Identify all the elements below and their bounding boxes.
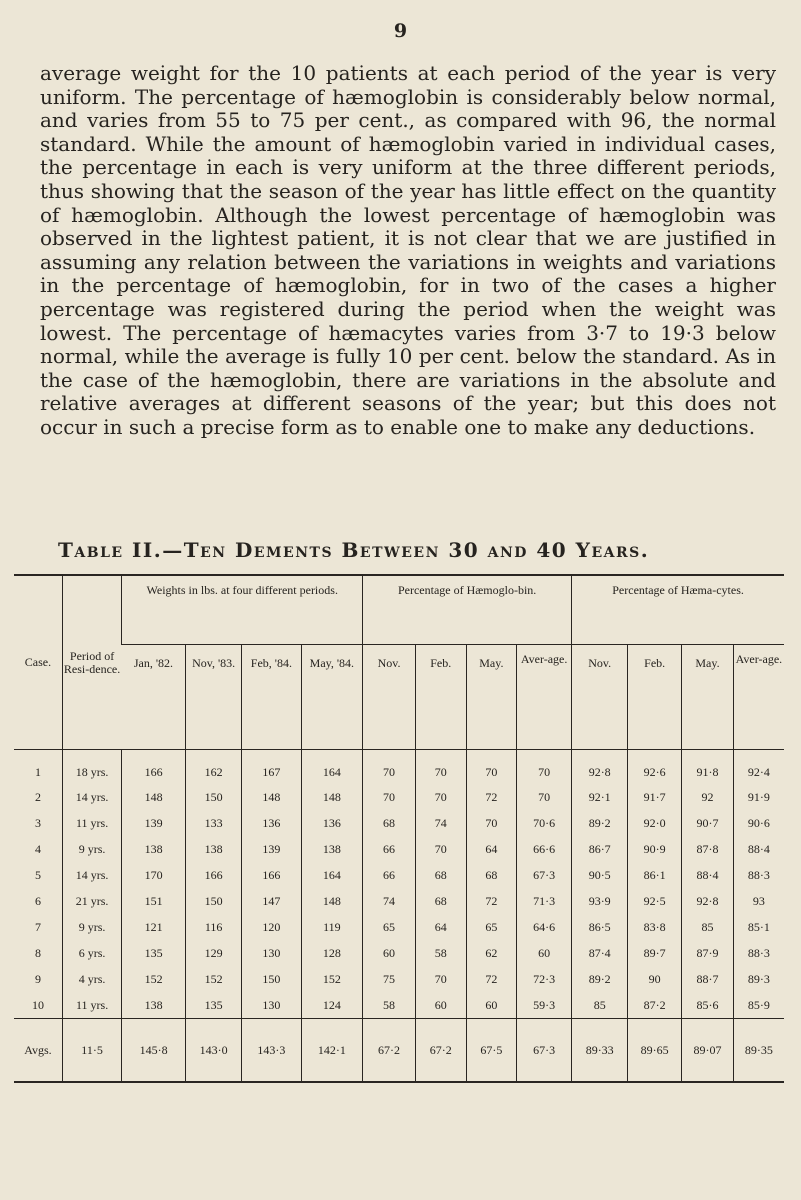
table-cell: 130 xyxy=(242,940,301,966)
table-cell: 138 xyxy=(301,836,363,862)
table-cell: 9 xyxy=(34,971,41,986)
table-cell: 64·6 xyxy=(517,914,572,940)
table-cell: 72 xyxy=(466,888,517,914)
table-cell: 9 yrs. xyxy=(62,914,121,940)
table-cell: 135 xyxy=(122,940,186,966)
table-row xyxy=(14,966,784,992)
average-cell: 142·1 xyxy=(301,1019,363,1083)
table-row xyxy=(14,862,784,888)
average-cell: 89·33 xyxy=(572,1019,628,1083)
table-row xyxy=(14,940,784,966)
table-cell: 10 xyxy=(31,997,44,1012)
table-cell: 90·6 xyxy=(733,810,784,836)
table-cell: 90·7 xyxy=(682,810,734,836)
header-weight-nov: Nov, '83. xyxy=(186,645,242,750)
table-cell: 120 xyxy=(242,914,301,940)
table-cell: 87·4 xyxy=(572,940,628,966)
table-cell: 92·8 xyxy=(572,750,628,785)
table-body xyxy=(14,750,784,1083)
table-cell: 148 xyxy=(301,888,363,914)
table-cell: 164 xyxy=(301,750,363,785)
table-cell: 72 xyxy=(466,966,517,992)
table-cell: 170 xyxy=(122,862,186,888)
table-cell: 152 xyxy=(186,966,242,992)
table-cell: 60 xyxy=(517,940,572,966)
table-cell: 85 xyxy=(682,914,734,940)
average-cell: 67·5 xyxy=(466,1019,517,1083)
average-cell: 89·07 xyxy=(682,1019,734,1083)
table-cell: 66·6 xyxy=(517,836,572,862)
table-cell: 87·9 xyxy=(682,940,734,966)
table-cell: 87·2 xyxy=(628,992,682,1019)
table-cell: 91·9 xyxy=(733,784,784,810)
table-cell: 89·2 xyxy=(572,810,628,836)
table-row xyxy=(14,992,784,1019)
table-cell: 86·5 xyxy=(572,914,628,940)
table-cell: 85·6 xyxy=(682,992,734,1019)
table-row xyxy=(14,750,784,785)
table-cell: 68 xyxy=(415,862,466,888)
table-cell: 91·7 xyxy=(628,784,682,810)
table-cell: 89·7 xyxy=(628,940,682,966)
table-row xyxy=(14,914,784,940)
header-haemoglobin-feb: Feb. xyxy=(415,645,466,750)
table-cell: 148 xyxy=(301,784,363,810)
average-cell: 89·65 xyxy=(628,1019,682,1083)
header-weight-jan: Jan, '82. xyxy=(122,645,186,750)
table-cell: 128 xyxy=(301,940,363,966)
table-cell: 74 xyxy=(415,810,466,836)
table-cell: 148 xyxy=(242,784,301,810)
table-cell: 92·0 xyxy=(628,810,682,836)
table-cell: 70 xyxy=(363,750,416,785)
header-weight-may: May, '84. xyxy=(301,645,363,750)
table-cell: 1 xyxy=(14,750,62,785)
table-cell: 93 xyxy=(733,888,784,914)
table-cell: 75 xyxy=(363,966,416,992)
table-cell: 91·8 xyxy=(682,750,734,785)
table-cell: 3 xyxy=(34,815,41,830)
table-cell: 70 xyxy=(415,750,466,785)
table-cell: 9 yrs. xyxy=(62,836,121,862)
table-cell: 70 xyxy=(415,966,466,992)
table-cell: 70 xyxy=(363,784,416,810)
table-cell: 6 xyxy=(34,893,41,908)
table-row xyxy=(14,836,784,862)
table-cell: 162 xyxy=(186,750,242,785)
table-cell: 90·9 xyxy=(628,836,682,862)
table-cell: 119 xyxy=(301,914,363,940)
table-row xyxy=(14,888,784,914)
table-cell: 148 xyxy=(122,784,186,810)
table-cell: 136 xyxy=(242,810,301,836)
header-haemacytes-feb: Feb. xyxy=(628,645,682,750)
table-cell: 86·1 xyxy=(628,862,682,888)
page-number: 9 xyxy=(393,20,408,42)
table-cell: 138 xyxy=(122,992,186,1019)
table-cell: 68 xyxy=(466,862,517,888)
table-cell: 83·8 xyxy=(628,914,682,940)
table-cell: 60 xyxy=(415,992,466,1019)
table-cell: 65 xyxy=(363,914,416,940)
table-cell: 135 xyxy=(186,992,242,1019)
average-cell: 89·35 xyxy=(733,1019,784,1083)
header-haemacytes-nov: Nov. xyxy=(572,645,628,750)
table-cell: 70·6 xyxy=(517,810,572,836)
table-cell: 138 xyxy=(186,836,242,862)
average-cell: 11·5 xyxy=(62,1019,121,1083)
table-cell: 66 xyxy=(363,836,416,862)
table-cell: 136 xyxy=(301,810,363,836)
average-cell: 67·3 xyxy=(517,1019,572,1083)
table-cell: 4 xyxy=(34,841,41,856)
table-cell: 21 yrs. xyxy=(62,888,121,914)
table-cell: 62 xyxy=(466,940,517,966)
table-cell: 150 xyxy=(242,966,301,992)
table-cell: 92·6 xyxy=(628,750,682,785)
table-cell: 90 xyxy=(628,966,682,992)
table-cell: 166 xyxy=(122,750,186,785)
table-cell: 89·2 xyxy=(572,966,628,992)
table-cell: 2 xyxy=(34,789,41,804)
table-cell: 92·8 xyxy=(682,888,734,914)
average-cell: 145·8 xyxy=(122,1019,186,1083)
table-cell: 150 xyxy=(186,784,242,810)
table-cell: 18 yrs. xyxy=(62,750,121,785)
table-row xyxy=(14,810,784,836)
table-cell: 139 xyxy=(122,810,186,836)
table-cell: 8 xyxy=(34,945,41,960)
table-cell: 88·3 xyxy=(733,940,784,966)
table-cell: 92·1 xyxy=(572,784,628,810)
table-cell: 70 xyxy=(415,784,466,810)
table-cell: 71·3 xyxy=(517,888,572,914)
table-cell: 70 xyxy=(517,784,572,810)
average-cell: 143·3 xyxy=(242,1019,301,1083)
table-cell: 58 xyxy=(415,940,466,966)
table-cell: 139 xyxy=(242,836,301,862)
table-cell: 92·5 xyxy=(628,888,682,914)
table-cell: 72·3 xyxy=(517,966,572,992)
table-cell: 65 xyxy=(466,914,517,940)
table-cell: 64 xyxy=(466,836,517,862)
header-haemoglobin-may: May. xyxy=(466,645,517,750)
table-cell: 6 yrs. xyxy=(62,940,121,966)
table-cell: 130 xyxy=(242,992,301,1019)
data-table xyxy=(14,574,784,1083)
table-cell: 152 xyxy=(301,966,363,992)
header-weight-feb: Feb, '84. xyxy=(242,645,301,750)
header-haemoglobin-group: Percentage of Hæmoglo-bin. xyxy=(363,575,572,645)
table-cell: 116 xyxy=(186,914,242,940)
averages-row xyxy=(14,1019,784,1083)
table-cell: 147 xyxy=(242,888,301,914)
table-cell: 66 xyxy=(363,862,416,888)
table-cell: 167 xyxy=(242,750,301,785)
table-cell: 121 xyxy=(122,914,186,940)
table-cell: 89·3 xyxy=(733,966,784,992)
table-cell: 88·3 xyxy=(733,862,784,888)
table-cell: 166 xyxy=(186,862,242,888)
body-paragraph: average weight for the 10 patients at each period of the year is very uniform. The percentage of hæmoglobin is considerably below normal, and varies from 55 to 75 per cent., as compared with 96, the normal standard. While the amount of hæmoglobin varied in individual cases, the percentage in each is very uniform at the three different periods, thus showing that the season of the year has little effect on the quantity of hæmoglobin. Although the lowest percentage of hæmoglobin was observed in the lightest patient, it is not clear that we are justified in assuming any relation between the variations in weights and variations in the percentage of hæmoglobin, for in two of the cases a higher percentage was registered during the period when the weight was lowest. The percentage of hæmacytes varies from 3·7 to 19·3 below normal, while the average is fully 10 per cent. below the standard. As in the case of the hæmoglobin, there are variations in the absolute and relative averages at different seasons of the year; but this does not occur in such a precise form as to enable one to make any deductions. xyxy=(40,61,776,439)
table-cell: 93·9 xyxy=(572,888,628,914)
table-cell: 90·5 xyxy=(572,862,628,888)
header-haemacytes-average: Aver-age. xyxy=(733,645,784,750)
table-cell: 164 xyxy=(301,862,363,888)
table-cell: 86·7 xyxy=(572,836,628,862)
table-cell: 70 xyxy=(517,750,572,785)
header-period: Period of Resi-dence. xyxy=(62,575,121,750)
table-cell: 152 xyxy=(122,966,186,992)
table-cell: 14 yrs. xyxy=(62,784,121,810)
table-cell: 14 yrs. xyxy=(62,862,121,888)
table-cell: 70 xyxy=(466,810,517,836)
header-haemacytes-group: Percentage of Hæma-cytes. xyxy=(572,575,784,645)
table-cell: 60 xyxy=(466,992,517,1019)
table-cell: 70 xyxy=(466,750,517,785)
table-cell: 5 xyxy=(34,867,41,882)
average-cell: 143·0 xyxy=(186,1019,242,1083)
average-cell: 67·2 xyxy=(363,1019,416,1083)
table-cell: 7 xyxy=(34,919,41,934)
table-cell: 85 xyxy=(572,992,628,1019)
table-cell: 88·7 xyxy=(682,966,734,992)
table-cell: 85·1 xyxy=(733,914,784,940)
table-cell: 4 yrs. xyxy=(62,966,121,992)
header-haemacytes-may: May. xyxy=(682,645,734,750)
table-cell: 92·4 xyxy=(733,750,784,785)
table-cell: 64 xyxy=(415,914,466,940)
table-row xyxy=(14,784,784,810)
header-haemoglobin-nov: Nov. xyxy=(363,645,416,750)
average-cell: Avgs. xyxy=(14,1019,62,1083)
average-cell: 67·2 xyxy=(415,1019,466,1083)
table-cell: 133 xyxy=(186,810,242,836)
table-cell: 70 xyxy=(415,836,466,862)
table-cell: 151 xyxy=(122,888,186,914)
table-cell: 59·3 xyxy=(517,992,572,1019)
table-cell: 85·9 xyxy=(733,992,784,1019)
table-cell: 166 xyxy=(242,862,301,888)
table-cell: 150 xyxy=(186,888,242,914)
table-cell: 74 xyxy=(363,888,416,914)
header-case: Case. xyxy=(24,655,52,669)
table-cell: 11 yrs. xyxy=(62,992,121,1019)
table-cell: 87·8 xyxy=(682,836,734,862)
table-title: Table II.—Ten Dements Between 30 and 40 Years. xyxy=(58,538,650,562)
table-cell: 58 xyxy=(363,992,416,1019)
table-cell: 60 xyxy=(363,940,416,966)
header-weights-group: Weights in lbs. at four different periods. xyxy=(122,575,363,645)
table-cell: 68 xyxy=(415,888,466,914)
header-haemoglobin-average: Aver-age. xyxy=(517,645,572,750)
table-cell: 129 xyxy=(186,940,242,966)
table-cell: 11 yrs. xyxy=(62,810,121,836)
table-cell: 72 xyxy=(466,784,517,810)
table-cell: 124 xyxy=(301,992,363,1019)
table-cell: 88·4 xyxy=(733,836,784,862)
table-cell: 68 xyxy=(363,810,416,836)
table-cell: 67·3 xyxy=(517,862,572,888)
table-cell: 92 xyxy=(682,784,734,810)
table-cell: 138 xyxy=(122,836,186,862)
table-cell: 88·4 xyxy=(682,862,734,888)
